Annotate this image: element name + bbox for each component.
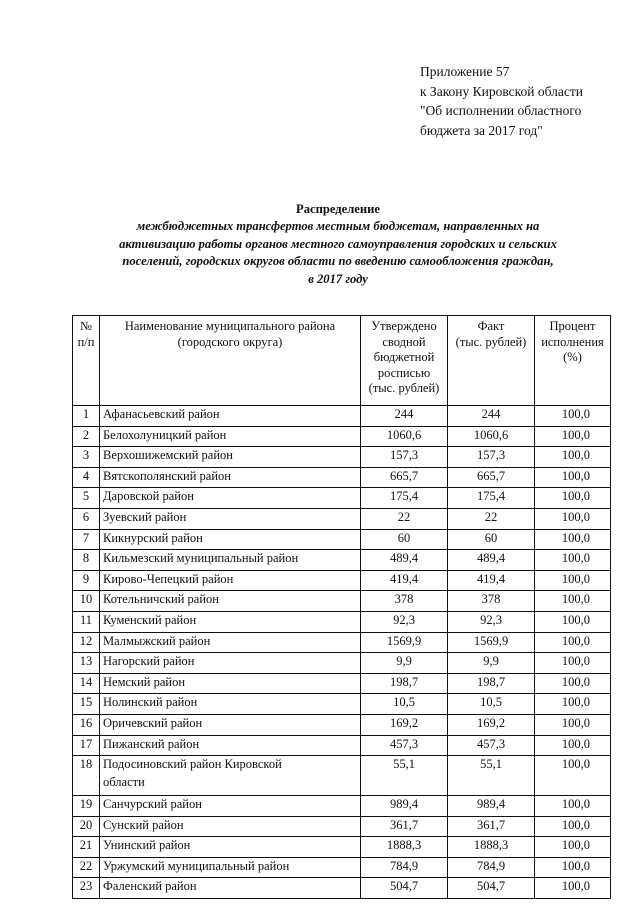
header-percent: Процент исполнения (%) [535, 316, 611, 406]
row-fact: 9,9 [448, 653, 535, 674]
row-name: Унинский район [100, 837, 361, 858]
row-percent: 100,0 [535, 550, 611, 571]
row-approved: 9,9 [361, 653, 448, 674]
row-name: Нолинский район [100, 694, 361, 715]
table-row [73, 488, 611, 509]
row-fact: 1060,6 [448, 426, 535, 447]
row-fact: 244 [448, 406, 535, 427]
row-name: Кильмезский муниципальный район [100, 550, 361, 571]
row-approved: 989,4 [361, 796, 448, 817]
row-number: 19 [73, 796, 100, 817]
row-name: Нагорский район [100, 653, 361, 674]
row-fact: 92,3 [448, 611, 535, 632]
row-percent: 100,0 [535, 447, 611, 468]
row-approved: 1569,9 [361, 632, 448, 653]
row-number: 12 [73, 632, 100, 653]
row-approved: 504,7 [361, 878, 448, 899]
title-line: Распределение [296, 202, 380, 216]
row-fact: 361,7 [448, 816, 535, 837]
row-number: 11 [73, 611, 100, 632]
row-number: 5 [73, 488, 100, 509]
row-fact: 457,3 [448, 735, 535, 756]
table-row [73, 714, 611, 735]
header-approved: Утверждено сводной бюджетной росписью (тыс. рублей) [361, 316, 448, 406]
row-percent: 100,0 [535, 714, 611, 735]
row-number: 23 [73, 878, 100, 899]
row-percent: 100,0 [535, 694, 611, 715]
row-fact: 989,4 [448, 796, 535, 817]
row-approved: 489,4 [361, 550, 448, 571]
row-number: 18 [73, 756, 100, 796]
table-row [73, 653, 611, 674]
row-number: 7 [73, 529, 100, 550]
row-percent: 100,0 [535, 735, 611, 756]
row-approved: 1888,3 [361, 837, 448, 858]
row-fact: 378 [448, 591, 535, 612]
table-row [73, 857, 611, 878]
row-fact: 198,7 [448, 673, 535, 694]
row-number: 21 [73, 837, 100, 858]
row-approved: 457,3 [361, 735, 448, 756]
row-fact: 22 [448, 508, 535, 529]
row-fact: 169,2 [448, 714, 535, 735]
table-row [73, 756, 611, 796]
table-row [73, 570, 611, 591]
row-name: Санчурский район [100, 796, 361, 817]
row-percent: 100,0 [535, 632, 611, 653]
row-percent: 100,0 [535, 570, 611, 591]
row-approved: 1060,6 [361, 426, 448, 447]
row-percent: 100,0 [535, 857, 611, 878]
row-name-line: Подосиновский район Кировской [103, 757, 282, 772]
row-fact: 55,1 [448, 756, 535, 796]
table-row [73, 735, 611, 756]
row-name: Оричевский район [100, 714, 361, 735]
row-percent: 100,0 [535, 673, 611, 694]
title-line: межбюджетных трансфертов местным бюджетам, направленных на [136, 219, 540, 234]
row-percent: 100,0 [535, 406, 611, 427]
row-percent: 100,0 [535, 816, 611, 837]
row-fact: 489,4 [448, 550, 535, 571]
row-approved: 378 [361, 591, 448, 612]
table-row [73, 426, 611, 447]
row-fact: 784,9 [448, 857, 535, 878]
row-name: Даровской район [100, 488, 361, 509]
row-name: Сунский район [100, 816, 361, 837]
title-line: активизацию работы органов местного самоуправления городских и сельских [119, 236, 557, 251]
row-fact: 175,4 [448, 488, 535, 509]
row-fact: 504,7 [448, 878, 535, 899]
transfers-table [72, 315, 611, 899]
row-approved: 419,4 [361, 570, 448, 591]
row-number: 8 [73, 550, 100, 571]
row-number: 13 [73, 653, 100, 674]
row-approved: 361,7 [361, 816, 448, 837]
row-approved: 60 [361, 529, 448, 550]
row-fact: 1569,9 [448, 632, 535, 653]
row-approved: 665,7 [361, 467, 448, 488]
row-number: 6 [73, 508, 100, 529]
table-body [73, 406, 611, 899]
row-number: 16 [73, 714, 100, 735]
header-num: № п/п [73, 316, 100, 406]
row-name: Афанасьевский район [100, 406, 361, 427]
row-name: Кикнурский район [100, 529, 361, 550]
table-header-row [73, 316, 611, 406]
table-row [73, 550, 611, 571]
row-percent: 100,0 [535, 508, 611, 529]
row-name: Малмыжский район [100, 632, 361, 653]
row-fact: 1888,3 [448, 837, 535, 858]
row-approved: 22 [361, 508, 448, 529]
row-number: 17 [73, 735, 100, 756]
row-number: 4 [73, 467, 100, 488]
row-approved: 157,3 [361, 447, 448, 468]
row-approved: 175,4 [361, 488, 448, 509]
row-number: 20 [73, 816, 100, 837]
row-name: Зуевский район [100, 508, 361, 529]
row-name: Куменский район [100, 611, 361, 632]
row-fact: 10,5 [448, 694, 535, 715]
table-row [73, 529, 611, 550]
row-number: 1 [73, 406, 100, 427]
row-approved: 55,1 [361, 756, 448, 796]
row-name: Уржумский муниципальный район [100, 857, 361, 878]
row-name: Верхошижемский район [100, 447, 361, 468]
row-number: 3 [73, 447, 100, 468]
row-name: Вятскополянский район [100, 467, 361, 488]
appendix-line: Приложение 57 [420, 64, 510, 79]
table-row [73, 837, 611, 858]
row-approved: 92,3 [361, 611, 448, 632]
row-name [100, 756, 361, 796]
table-row [73, 816, 611, 837]
row-number: 14 [73, 673, 100, 694]
row-percent: 100,0 [535, 591, 611, 612]
table-row [73, 406, 611, 427]
row-fact: 157,3 [448, 447, 535, 468]
row-name: Котельничский район [100, 591, 361, 612]
header-fact: Факт (тыс. рублей) [448, 316, 535, 406]
table-row [73, 467, 611, 488]
row-name: Фаленский район [100, 878, 361, 899]
row-percent: 100,0 [535, 756, 611, 796]
row-number: 9 [73, 570, 100, 591]
table-row [73, 591, 611, 612]
table-row [73, 796, 611, 817]
row-name: Кирово-Чепецкий район [100, 570, 361, 591]
appendix-line: "Об исполнении областного [420, 103, 582, 118]
document-title [60, 201, 616, 288]
row-name: Пижанский район [100, 735, 361, 756]
row-percent: 100,0 [535, 426, 611, 447]
table-row [73, 611, 611, 632]
row-percent: 100,0 [535, 837, 611, 858]
row-percent: 100,0 [535, 611, 611, 632]
table-row [73, 447, 611, 468]
row-fact: 665,7 [448, 467, 535, 488]
appendix-line: к Закону Кировской области [420, 83, 584, 99]
row-approved: 198,7 [361, 673, 448, 694]
row-fact: 419,4 [448, 570, 535, 591]
row-percent: 100,0 [535, 488, 611, 509]
title-line: в 2017 году [308, 271, 368, 286]
row-number: 22 [73, 857, 100, 878]
row-name: Немский район [100, 673, 361, 694]
row-name: Белохолуницкий район [100, 426, 361, 447]
row-percent: 100,0 [535, 529, 611, 550]
appendix-line: бюджета за 2017 год" [420, 122, 543, 138]
row-percent: 100,0 [535, 878, 611, 899]
row-approved: 244 [361, 406, 448, 427]
row-approved: 169,2 [361, 714, 448, 735]
appendix-block [420, 62, 583, 140]
table-row [73, 632, 611, 653]
title-line: поселений, городских округов области по введению самообложения граждан, [122, 254, 554, 269]
table-row [73, 673, 611, 694]
row-percent: 100,0 [535, 653, 611, 674]
row-name-line: области [103, 774, 145, 789]
row-percent: 100,0 [535, 467, 611, 488]
row-number: 10 [73, 591, 100, 612]
row-approved: 10,5 [361, 694, 448, 715]
row-fact: 60 [448, 529, 535, 550]
table-row [73, 508, 611, 529]
table-row [73, 694, 611, 715]
row-number: 2 [73, 426, 100, 447]
row-number: 15 [73, 694, 100, 715]
row-percent: 100,0 [535, 796, 611, 817]
header-name: Наименование муниципального района (городского округа) [100, 316, 361, 406]
table-row [73, 878, 611, 899]
row-approved: 784,9 [361, 857, 448, 878]
